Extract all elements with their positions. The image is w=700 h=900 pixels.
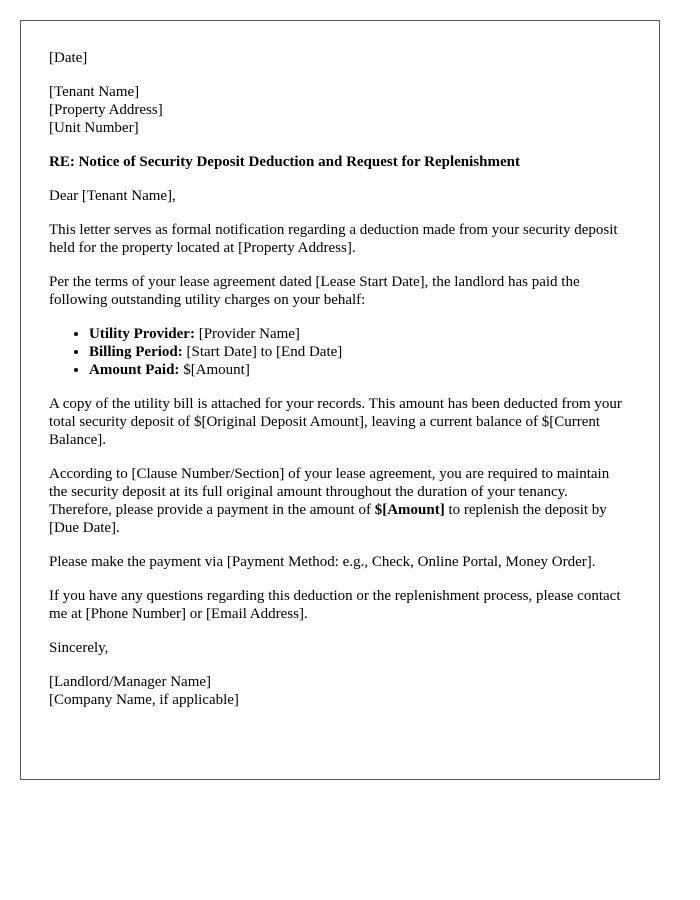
signature-block xyxy=(49,673,631,709)
detail-label: Utility Provider: xyxy=(89,326,195,342)
letter-page xyxy=(20,20,660,780)
detail-value: $[Amount] xyxy=(179,362,250,378)
deduction-paragraph: A copy of the utility bill is attached for your records. This amount has been deducted from your total security deposit of $[Original Deposit Amount], leaving a current balance of $[Current Balance]. xyxy=(49,396,622,448)
replenish-amount: $[Amount] xyxy=(374,502,445,518)
clause-text-before: According to [Clause Number/Section] of your lease agreement, you are required to maintain the security deposit at its full original amount throughout the duration of your tenancy. Therefore, please provide a payment in the amount of xyxy=(49,466,610,518)
detail-value: [Provider Name] xyxy=(194,326,300,342)
signature-name: [Landlord/Manager Name] xyxy=(49,674,212,690)
list-item xyxy=(89,325,631,343)
letter-date: [Date] xyxy=(49,50,88,66)
subject-line: RE: Notice of Security Deposit Deduction and Request for Replenishment xyxy=(49,154,520,170)
signature-company: [Company Name, if applicable] xyxy=(49,692,239,708)
detail-label: Amount Paid: xyxy=(89,362,180,378)
recipient-name: [Tenant Name] xyxy=(49,84,140,100)
payment-paragraph: Please make the payment via [Payment Method: e.g., Check, Online Portal, Money Order]. xyxy=(49,554,596,570)
intro-paragraph: This letter serves as formal notification regarding a deduction made from your security deposit held for the property located at [Property Address]. xyxy=(49,222,618,256)
closing: Sincerely, xyxy=(49,640,109,656)
charge-details-list xyxy=(49,325,631,379)
recipient-unit: [Unit Number] xyxy=(49,120,139,136)
detail-value: [Start Date] to [End Date] xyxy=(182,344,343,360)
questions-paragraph: If you have any questions regarding this deduction or the replenishment process, please contact me at [Phone Number] or [Email Address]. xyxy=(49,588,621,622)
list-item xyxy=(89,361,631,379)
detail-label: Billing Period: xyxy=(89,344,183,360)
recipient-address: [Property Address] xyxy=(49,102,163,118)
list-item xyxy=(89,343,631,361)
lease-terms-paragraph: Per the terms of your lease agreement dated [Lease Start Date], the landlord has paid the following outstanding utility charges on your behalf: xyxy=(49,274,580,308)
recipient-block xyxy=(49,83,631,137)
salutation: Dear [Tenant Name], xyxy=(49,188,176,204)
clause-paragraph xyxy=(49,465,631,537)
clause-text-after: to replenish the deposit by [Due Date]. xyxy=(49,502,607,536)
